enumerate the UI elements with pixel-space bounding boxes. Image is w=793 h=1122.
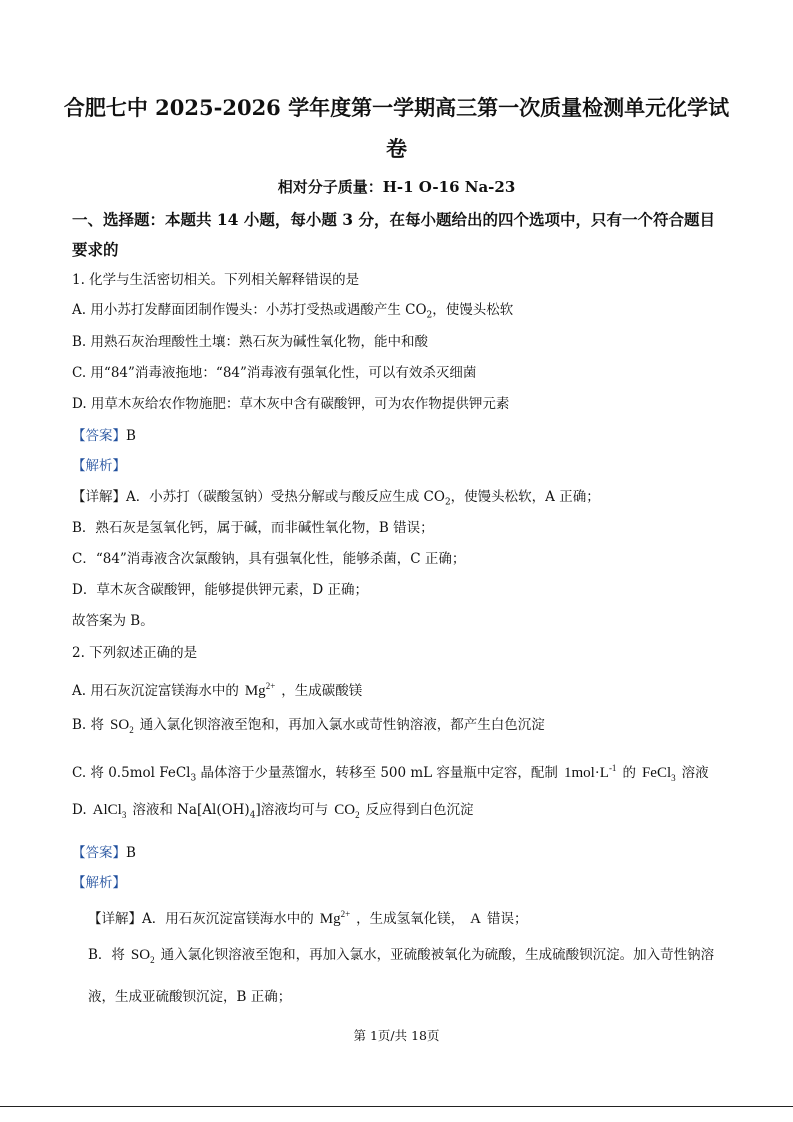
q2-option-b-text: B. 将: [72, 717, 105, 733]
q1-analysis-label: 【解析】: [72, 458, 126, 474]
q2-option-c-formula-1-base: 1mol·L: [563, 765, 609, 781]
q1-answer-tag: 【答案】: [72, 428, 126, 444]
q2-option-d-formula-2: [334, 802, 359, 818]
q2-option-c: [72, 759, 709, 788]
q1-detail-a-text: A．小苏打（碳酸氢钠）受热分解或与酸反应生成 CO: [126, 489, 445, 505]
section-heading-line-2: 要求的: [72, 240, 119, 259]
q2-option-d-formula-1-base: AlCl: [92, 802, 122, 818]
q1-option-a-sub: 2: [426, 310, 433, 321]
q2-option-d-formula-1-sub: 3: [121, 810, 127, 820]
q2-answer: [72, 844, 136, 862]
q2-detail-a-tail: 错误；: [487, 911, 528, 927]
q2-detail-b-tail: 通入氯化钡溶液至饱和，再加入氯水，亚硫酸被氧化为硫酸，生成硫酸钡沉淀。加入苛性钠溶: [160, 947, 715, 963]
section-heading-line-1: 一、选择题：本题共 14 小题，每小题 3 分，在每小题给出的四个选项中，只有一个符合题目: [72, 210, 715, 229]
q2-detail-b-text: B．将: [88, 947, 125, 963]
q2-detail-b-line-2: 液，生成亚硫酸钡沉淀，B 正确；: [88, 989, 292, 1005]
q2-detail-b-formula-sub: 2: [150, 955, 155, 965]
q2-option-c-tail: 溶液: [681, 765, 709, 781]
q2-option-a: [72, 677, 362, 700]
q2-detail-a-text: A．用石灰沉淀富镁海水中的: [142, 911, 314, 927]
q1-detail-a-sub: 2: [444, 497, 451, 508]
q2-detail-a-formula-base: Mg: [319, 911, 341, 927]
q2-analysis-tag: [72, 874, 126, 892]
q2-option-b-formula: [110, 717, 134, 733]
q2-option-c-formula-2-sub: 3: [671, 773, 676, 783]
q1-option-a-text: A. 用小苏打发酵面团制作馒头：小苏打受热或遇酸产生 CO: [72, 302, 427, 318]
q2-option-c-text: C. 将 0.5mol FeCl: [72, 765, 191, 781]
q2-option-d-tail: 反应得到白色沉淀: [365, 802, 474, 818]
q1-option-b: B. 用熟石灰治理酸性土壤：熟石灰为碱性氧化物，能中和酸: [72, 334, 429, 350]
q1-detail-d: D．草木灰含碳酸钾，能够提供钾元素，D 正确；: [72, 582, 368, 598]
q2-option-c-of: 的: [622, 765, 636, 781]
q2-option-a-formula-sup: 2+: [265, 681, 276, 691]
q2-option-b-formula-sub: 2: [129, 725, 134, 735]
q2-option-d-formula-1: [93, 802, 127, 818]
q1-detail-a-tail: ，使馒头松软，A 正确；: [450, 489, 600, 505]
q2-option-b: [72, 716, 545, 739]
relative-molecular-mass-note: 相对分子质量：H-1 O-16 Na-23: [277, 178, 516, 196]
q2-detail-b: [88, 946, 714, 969]
q1-answer-value: B: [126, 428, 136, 444]
q2-option-c-formula-1: [564, 765, 617, 781]
q2-stem: 2. 下列叙述正确的是: [72, 645, 198, 661]
q1-analysis-tag: [72, 457, 126, 475]
q2-detail-a-letter: A: [470, 911, 482, 927]
q2-option-b-formula-base: SO: [110, 717, 130, 733]
q1-option-a: [72, 301, 513, 325]
q2-detail-a-formula: [320, 911, 350, 927]
q2-option-d-mid-sub: 4: [249, 810, 256, 821]
q1-conclusion: 故答案为 B。: [72, 613, 154, 629]
q2-option-d-label: D.: [72, 802, 87, 818]
q2-option-d-mid-2: ]溶液均可与: [255, 802, 329, 818]
q2-option-c-formula-2: [642, 765, 676, 781]
q1-detail-b: B．熟石灰是氢氧化钙，属于碱，而非碱性氧化物，B 错误；: [72, 520, 434, 536]
page-title-line-1: 合肥七中 2025-2026 学年度第一学期高三第一次质量检测单元化学试: [63, 95, 730, 120]
q1-option-c: C. 用“84”消毒液拖地：“84”消毒液有强氧化性，可以有效杀灭细菌: [72, 365, 477, 381]
q2-detail-b-formula-base: SO: [130, 947, 151, 963]
q2-option-a-formula-base: Mg: [244, 683, 266, 699]
bottom-divider: [0, 1106, 793, 1107]
q2-analysis-label: 【解析】: [72, 875, 126, 891]
q2-option-a-text: A. 用石灰沉淀富镁海水中的: [72, 683, 239, 699]
q2-option-d-mid: 溶液和 Na[Al(OH): [132, 802, 250, 818]
q2-detail-a-mid: ，生成氢氧化镁，: [356, 911, 465, 927]
q2-option-d: [72, 801, 474, 825]
q1-answer: [72, 427, 136, 445]
q1-stem: 1. 化学与生活密切相关。下列相关解释错误的是: [72, 272, 360, 288]
q2-option-c-mid: 晶体溶于少量蒸馏水，转移至 500 mL 容量瓶中定容，配制: [196, 765, 558, 781]
q1-option-d: D. 用草木灰给农作物施肥：草木灰中含有碳酸钾，可为农作物提供钾元素: [72, 396, 510, 412]
q2-detail-a-formula-sup: 2+: [340, 909, 351, 919]
q2-answer-value: B: [126, 845, 136, 861]
q2-option-d-formula-2-base: CO: [334, 802, 356, 818]
q2-option-c-sub: 3: [190, 773, 197, 784]
q2-option-c-formula-1-sup: -1: [608, 763, 617, 773]
q2-detail-a: [88, 905, 528, 928]
q1-detail-c: C．“84”消毒液含次氯酸钠，具有强氧化性，能够杀菌，C 正确；: [72, 551, 466, 567]
page-number: 第 1页/共 18页: [353, 1028, 440, 1043]
page-title-line-2: 卷: [386, 136, 407, 161]
q2-detail-b-formula: [131, 947, 155, 963]
q2-option-a-tail: ，生成碳酸镁: [281, 683, 363, 699]
q2-option-d-formula-2-sub: 2: [355, 810, 360, 820]
q1-detail-a: [72, 488, 600, 512]
q2-detail-tag: 【详解】: [88, 911, 142, 927]
q1-detail-tag: 【详解】: [72, 489, 126, 505]
q2-answer-tag: 【答案】: [72, 845, 126, 861]
q2-option-b-tail: 通入氯化钡溶液至饱和，再加入氯水或苛性钠溶液，都产生白色沉淀: [139, 717, 545, 733]
q2-option-c-formula-2-base: FeCl: [641, 765, 672, 781]
q2-option-a-formula: [245, 683, 275, 699]
q1-option-a-tail: ，使馒头松软: [432, 302, 514, 318]
